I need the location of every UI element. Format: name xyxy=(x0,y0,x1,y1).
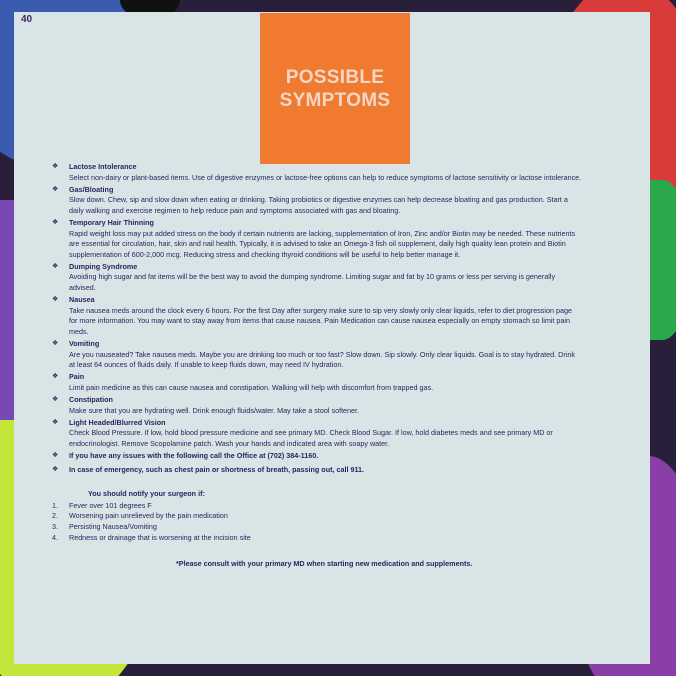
bullet-icon: ❖ xyxy=(52,262,59,270)
symptom-description: Take nausea meds around the clock every 6 hours. For the first Day after surgery make sure to sip very slowly only clear liquids, refer to diet progression page for more information. You may want to stay away from items that cause nausea. Pain Medication can cause nausea especially on empty stomach so limit pain meds. xyxy=(69,305,572,336)
symptom-name: Temporary Hair Thinning xyxy=(69,217,154,227)
notify-item xyxy=(52,522,582,533)
symptom-name: Vomiting xyxy=(69,339,100,348)
symptom-name: Gas/Bloating xyxy=(69,184,114,194)
symptom-item xyxy=(52,218,582,260)
notify-item-number: 2. xyxy=(52,511,58,521)
title-line-2: SYMPTOMS xyxy=(279,89,391,111)
title-box xyxy=(260,13,410,164)
symptoms-content xyxy=(52,162,582,570)
bullet-icon: ❖ xyxy=(52,465,59,473)
symptom-item xyxy=(52,339,582,371)
bullet-icon: ❖ xyxy=(52,340,59,347)
symptom-list xyxy=(52,162,582,449)
symptom-description: Rapid weight loss may put added stress on the body if certain nutrients are lacking, supplementation of Iron, Zinc and/or Biotin may be needed. These nutrients are essential for circulation, hair, skin and nail health. Typically, it is advised to take an Omega-3 fish oil supplement, daily high quality lean protein and Biotin supplementation of 600-2,000 mcg. Reducing stress and checking thyroid conditions will be useful to help better manage it. xyxy=(69,228,576,259)
notify-item-text: Worsening pain unrelieved by the pain medication xyxy=(69,511,228,521)
bullet-icon: ❖ xyxy=(52,163,59,170)
note-text: In case of emergency, such as chest pain or shortness of breath, passing out, call 911. xyxy=(69,464,365,474)
symptom-item xyxy=(52,185,582,217)
bullet-icon: ❖ xyxy=(52,373,59,381)
notify-item-text: Persisting Nausea/Vomiting xyxy=(69,521,157,531)
symptom-name: Dumping Syndrome xyxy=(69,261,138,271)
symptom-name: Pain xyxy=(69,372,85,382)
symptom-item xyxy=(52,262,582,294)
title-line-1: POSSIBLE xyxy=(285,66,385,88)
notify-item-text: Redness or drainage that is worsening at the incision site xyxy=(69,532,251,542)
symptom-name: Light Headed/Blurred Vision xyxy=(69,417,166,427)
notify-item xyxy=(52,511,582,522)
notify-item-number: 1. xyxy=(52,500,58,510)
notify-item xyxy=(52,533,582,544)
bullet-icon: ❖ xyxy=(52,418,59,426)
note-text: If you have any issues with the following call the Office at (702) 384-1160. xyxy=(69,450,319,460)
symptom-description: Avoiding high sugar and fat items will be the best way to avoid the dumping syndrome. Limiting sugar and fat by 10 grams or less per serving is generally advised. xyxy=(69,272,556,293)
notify-item xyxy=(52,501,582,512)
symptom-description: Are you nauseated? Take nausea meds. Maybe you are drinking too much or too fast? Slow down. Sip slowly. Only clear liquids. Goal is to stay hydrated. Drink at least 64 ounces of fluids daily. If unable to keep fluids down, may need IV hydration. xyxy=(69,349,575,370)
note-item xyxy=(52,465,582,476)
symptom-item xyxy=(52,372,582,393)
symptom-item xyxy=(52,162,582,183)
symptom-description: Make sure that you are hydrating well. Drink enough fluids/water. May take a stool softener. xyxy=(69,405,360,415)
bullet-icon: ❖ xyxy=(52,395,59,403)
note-item xyxy=(52,451,582,462)
notify-item-number: 3. xyxy=(52,521,58,531)
notes-list xyxy=(52,451,582,475)
bullet-icon: ❖ xyxy=(52,185,59,193)
page-number: 40 xyxy=(18,13,35,26)
symptom-description: Check Blood Pressure. If low, hold blood pressure medicine and see primary MD. Check Blood Sugar. If low, hold diabetes meds and see primary MD or endocrinologist. Remove Scopolamine patch. Wash your hands and indicated area with soapy water. xyxy=(69,428,553,448)
footnote: *Please consult with your primary MD when starting new medication and supplements. xyxy=(176,559,473,569)
notify-item-number: 4. xyxy=(52,532,58,542)
symptom-description: Slow down. Chew, sip and slow down when eating or drinking. Taking probiotics or digestive enzymes can help decrease bloating and gas production. Start a daily walking and exercise regimen to help reduce pain and symptoms associated with gas and bloating. xyxy=(69,195,568,215)
symptom-description: Select non-dairy or plant-based items. Use of digestive enzymes or lactose-free options can help to reduce symptoms of lactose sensitivity or lactose intolerance. xyxy=(69,172,582,182)
symptom-name: Constipation xyxy=(69,394,113,404)
notify-list xyxy=(52,501,582,543)
symptom-item xyxy=(52,418,582,450)
bullet-icon: ❖ xyxy=(52,218,59,226)
symptom-item xyxy=(52,295,582,337)
notify-heading: You should notify your surgeon if: xyxy=(88,489,205,499)
bullet-icon: ❖ xyxy=(52,296,59,304)
symptom-description: Limit pain medicine as this can cause nausea and constipation. Walking will help with discomfort from trapped gas. xyxy=(69,382,434,392)
notify-item-text: Fever over 101 degrees F xyxy=(69,500,152,510)
symptom-name: Nausea xyxy=(69,295,95,305)
symptom-name: Lactose Intolerance xyxy=(69,162,137,171)
symptom-item xyxy=(52,395,582,416)
bullet-icon: ❖ xyxy=(52,451,59,459)
